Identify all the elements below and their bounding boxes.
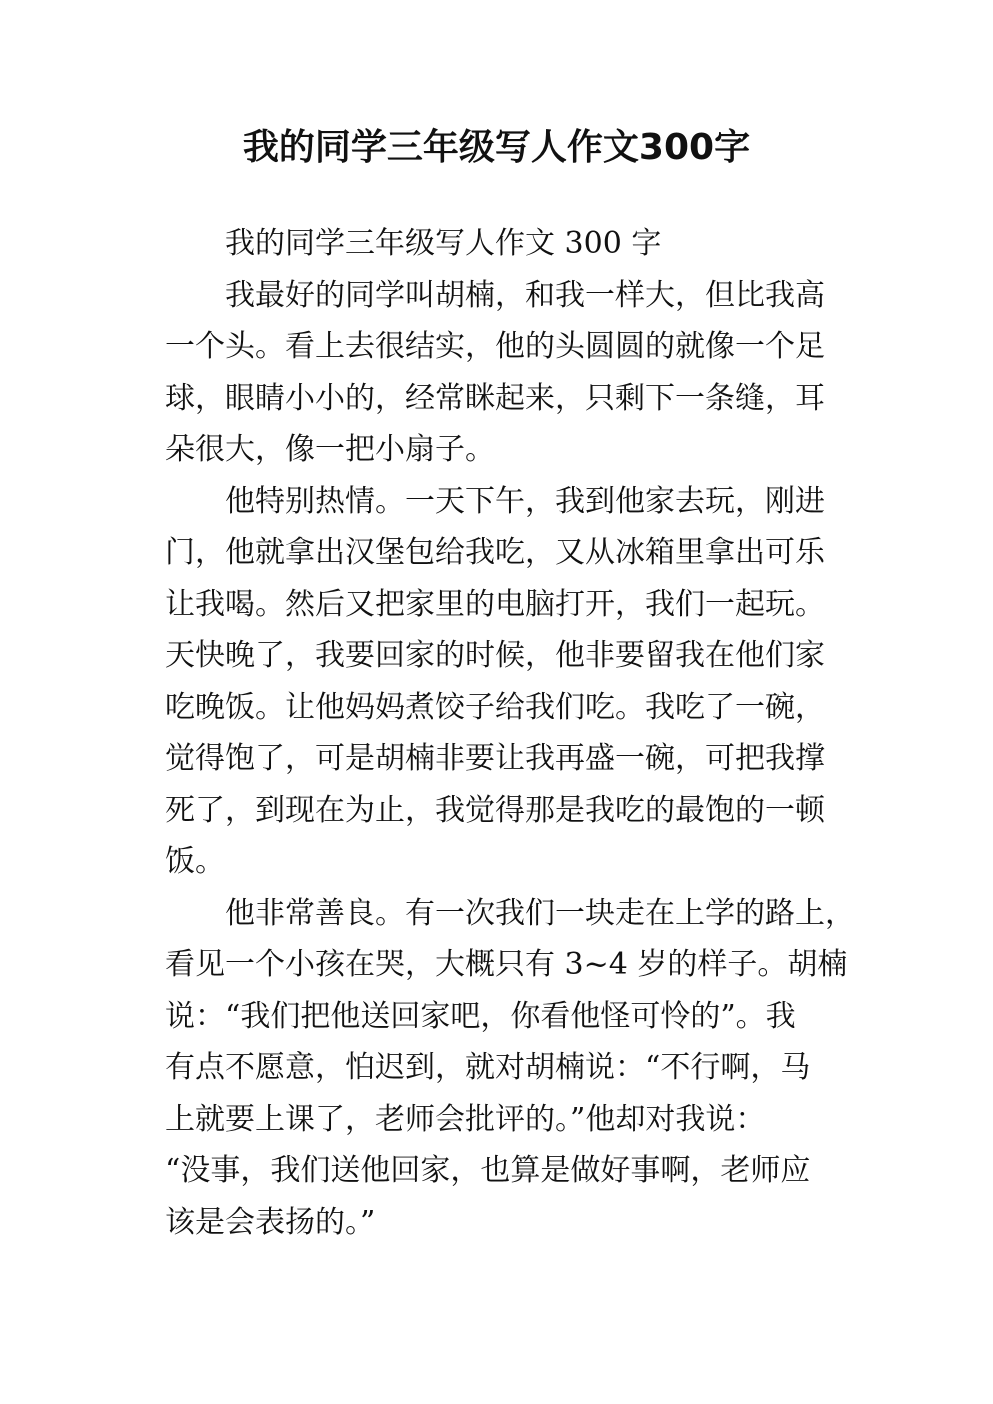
body-line: 该是会表扬的。” xyxy=(165,1204,376,1240)
body-line: 说：“我们把他送回家吧，你看他怪可怜的”。我 xyxy=(165,998,796,1034)
body-line: 一个头。看上去很结实，他的头圆圆的就像一个足 xyxy=(165,329,825,364)
body-line: 他特别热情。一天下午，我到他家去玩，刚进 xyxy=(225,483,825,519)
body-line: 我最好的同学叫胡楠，和我一样大，但比我高 xyxy=(225,277,825,313)
body-line: 让我喝。然后又把家里的电脑打开，我们一起玩。 xyxy=(165,586,825,622)
body-line: 门，他就拿出汉堡包给我吃，又从冰箱里拿出可乐 xyxy=(165,535,825,570)
body-line: 天快晚了，我要回家的时候，他非要留我在他们家 xyxy=(165,638,825,673)
body-line: 有点不愿意，怕迟到，就对胡楠说：“不行啊，马 xyxy=(165,1050,811,1085)
body-line: “没事，我们送他回家，也算是做好事啊，老师应 xyxy=(165,1153,811,1188)
body-line: 觉得饱了，可是胡楠非要让我再盛一碗，可把我撑 xyxy=(165,741,825,776)
document-body xyxy=(165,218,855,1248)
document-title: 我的同学三年级写人作文300字 xyxy=(242,127,751,168)
body-line: 上就要上课了，老师会批评的。”他却对我说： xyxy=(165,1101,766,1137)
body-line: 饭。 xyxy=(165,844,225,879)
body-line: 朵很大，像一把小扇子。 xyxy=(165,432,495,467)
body-line: 吃晚饭。让他妈妈煮饺子给我们吃。我吃了一碗， xyxy=(165,689,825,725)
body-line: 死了，到现在为止，我觉得那是我吃的最饱的一顿 xyxy=(165,792,825,828)
body-line: 他非常善良。有一次我们一块走在上学的路上， xyxy=(225,895,855,931)
body-line: 看见一个小孩在哭，大概只有 3~4 岁的样子。胡楠 xyxy=(165,947,848,982)
body-line: 球，眼睛小小的，经常眯起来，只剩下一条缝，耳 xyxy=(165,380,825,416)
body-line: 我的同学三年级写人作文 300 字 xyxy=(225,226,662,261)
